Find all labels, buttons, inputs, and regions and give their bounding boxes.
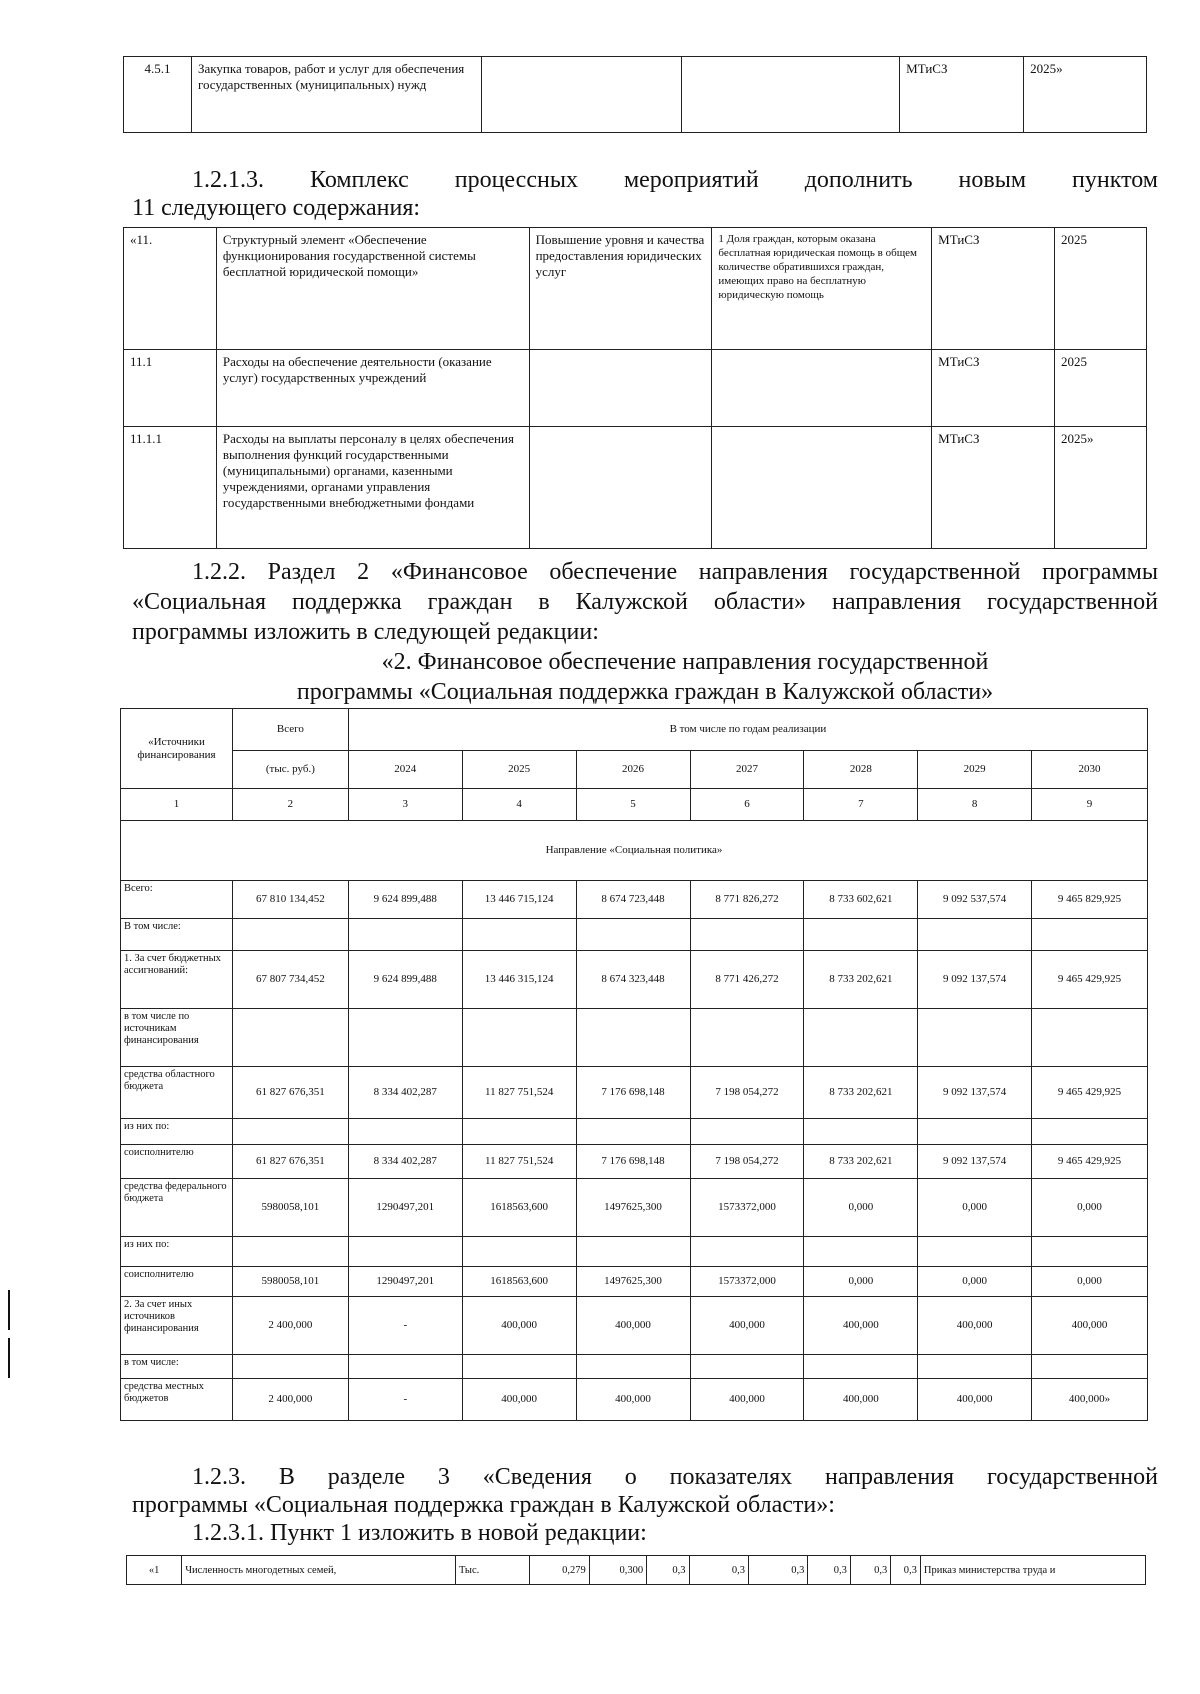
cell-total: 67 810 134,452: [232, 881, 348, 919]
financing-row: [121, 1297, 1148, 1355]
cell-year-value: [690, 1119, 804, 1145]
financing-row: [121, 1179, 1148, 1237]
cell-year-value: 9 465 829,925: [1032, 881, 1148, 919]
cell-year-value: 11 827 751,524: [462, 1145, 576, 1179]
table-indicators: [126, 1555, 1146, 1585]
paragraph-123-line1: 1.2.3. В разделе 3 «Сведения о показателях направления государственной: [192, 1464, 1158, 1490]
col-number: 8: [918, 789, 1032, 821]
cell-task: [529, 427, 712, 549]
cell-year-value: [462, 1009, 576, 1067]
cell-year-value: 8 733 202,621: [804, 951, 918, 1009]
cell-year-value: 1618563,600: [462, 1267, 576, 1297]
cell-year-value: [690, 1009, 804, 1067]
cell-year-value: 8 733 202,621: [804, 1145, 918, 1179]
cell-total: 61 827 676,351: [232, 1145, 348, 1179]
cell-year-value: 400,000: [576, 1379, 690, 1421]
cell-year-value: [918, 919, 1032, 951]
paragraph-1213-line2: 11 следующего содержания:: [132, 195, 421, 221]
row-label: в том числе:: [121, 1355, 233, 1379]
cell-value: 0,3: [689, 1556, 748, 1585]
row-label: в том числе по источникам финансирования: [121, 1009, 233, 1067]
cell-task: Повышение уровня и качества предоставления юридических услуг: [529, 228, 712, 350]
cell-name: Структурный элемент «Обеспечение функционирования государственной системы бесплатной юридической помощи»: [216, 228, 529, 350]
cell-total: 61 827 676,351: [232, 1067, 348, 1119]
section-title-line2: программы «Социальная поддержка граждан в Калужской области»: [296, 679, 994, 705]
paragraph-123-line3: 1.2.3.1. Пункт 1 изложить в новой редакции:: [192, 1520, 647, 1546]
cell-year-value: [1032, 1119, 1148, 1145]
row-label: средства областного бюджета: [121, 1067, 233, 1119]
cell-year-value: [804, 919, 918, 951]
cell-year-value: [804, 1119, 918, 1145]
cell-year-value: [576, 1119, 690, 1145]
cell-year-value: 9 092 537,574: [918, 881, 1032, 919]
row-label: соисполнителю: [121, 1145, 233, 1179]
cell-year-value: [462, 1119, 576, 1145]
cell-total: 5980058,101: [232, 1267, 348, 1297]
financing-row: [121, 919, 1148, 951]
cell-year-value: 400,000: [690, 1379, 804, 1421]
row-label: 1. За счет бюджетных ассигнований:: [121, 951, 233, 1009]
header-row: [121, 751, 1148, 789]
cell-year: 2025»: [1055, 427, 1147, 549]
cell-year-value: -: [348, 1297, 462, 1355]
cell-resp: МТиСЗ: [932, 427, 1055, 549]
paragraph-122-line3: программы изложить в следующей редакции:: [132, 619, 599, 645]
table-row: [124, 350, 1147, 427]
paragraph-123-line2: программы «Социальная поддержка граждан в Калужской области»:: [132, 1492, 835, 1518]
cell-indicator: [712, 350, 932, 427]
cell-value: 0,3: [748, 1556, 807, 1585]
row-label: 2. За счет иных источников финансирования: [121, 1297, 233, 1355]
header-year: 2029: [918, 751, 1032, 789]
cell-year-value: [576, 1355, 690, 1379]
cell-year-value: 9 092 137,574: [918, 1145, 1032, 1179]
header-year: 2030: [1032, 751, 1148, 789]
financing-row: [121, 1145, 1148, 1179]
cell-year-value: 400,000: [690, 1297, 804, 1355]
cell-empty: [682, 57, 900, 133]
cell-year-value: [348, 1009, 462, 1067]
cell-year-value: 0,000: [918, 1267, 1032, 1297]
cell-year-value: [690, 919, 804, 951]
row-label: В том числе:: [121, 919, 233, 951]
cell-year-value: 8 771 826,272: [690, 881, 804, 919]
table-financing: [120, 708, 1148, 1421]
margin-mark: [8, 1290, 10, 1330]
cell-year-value: [690, 1355, 804, 1379]
paragraph-122-line2: «Социальная поддержка граждан в Калужской области» направления государственной: [132, 589, 1158, 615]
cell-year-value: [576, 919, 690, 951]
table-procurement: [123, 56, 1147, 133]
cell-year-value: 9 092 137,574: [918, 951, 1032, 1009]
cell-year-value: [348, 919, 462, 951]
financing-row: [121, 1267, 1148, 1297]
cell-total: 2 400,000: [232, 1297, 348, 1355]
cell-year-value: 400,000: [1032, 1297, 1148, 1355]
cell-year-value: 400,000: [918, 1379, 1032, 1421]
cell-year-value: [804, 1355, 918, 1379]
table-legal-aid: [123, 227, 1147, 549]
cell-year-value: 7 198 054,272: [690, 1145, 804, 1179]
section-title-line1: «2. Финансовое обеспечение направления государственной: [381, 649, 989, 675]
cell-year-value: [576, 1009, 690, 1067]
cell-value: 0,3: [850, 1556, 890, 1585]
table-row: [124, 57, 1147, 133]
cell-value: 0,279: [530, 1556, 589, 1585]
col-number: 9: [1032, 789, 1148, 821]
cell-total: [232, 1119, 348, 1145]
cell-year-value: 1618563,600: [462, 1179, 576, 1237]
cell-year-value: [918, 1237, 1032, 1267]
cell-resp: МТиСЗ: [932, 228, 1055, 350]
cell-total: 2 400,000: [232, 1379, 348, 1421]
col-number: 4: [462, 789, 576, 821]
cell-year-value: [1032, 1237, 1148, 1267]
paragraph-122-line1: 1.2.2. Раздел 2 «Финансовое обеспечение направления государственной программы: [192, 559, 1158, 585]
header-row: [121, 709, 1148, 751]
cell-year: 2025»: [1024, 57, 1147, 133]
header-year: 2026: [576, 751, 690, 789]
table-row: [124, 228, 1147, 350]
cell-value: 0,300: [589, 1556, 646, 1585]
header-year: 2024: [348, 751, 462, 789]
financing-row: [121, 1237, 1148, 1267]
cell-year-value: [1032, 1009, 1148, 1067]
cell-year-value: 8 674 323,448: [576, 951, 690, 1009]
paragraph-1213-line1: 1.2.1.3. Комплекс процессных мероприятий дополнить новым пунктом: [192, 167, 1158, 193]
cell-year-value: 1290497,201: [348, 1267, 462, 1297]
section-row: [121, 821, 1148, 881]
cell-year-value: 1573372,000: [690, 1179, 804, 1237]
cell-year-value: 1497625,300: [576, 1267, 690, 1297]
cell-year-value: [1032, 1355, 1148, 1379]
cell-year-value: 1290497,201: [348, 1179, 462, 1237]
cell-year-value: 8 334 402,287: [348, 1067, 462, 1119]
cell-unit: Тыс.: [456, 1556, 530, 1585]
cell-year-value: [918, 1355, 1032, 1379]
cell-year-value: 8 771 426,272: [690, 951, 804, 1009]
cell-year-value: 0,000: [804, 1179, 918, 1237]
cell-year-value: 400,000: [462, 1297, 576, 1355]
table-row: [124, 427, 1147, 549]
cell-year-value: 1497625,300: [576, 1179, 690, 1237]
cell-num: 11.1: [124, 350, 217, 427]
cell-year-value: -: [348, 1379, 462, 1421]
cell-year-value: [462, 919, 576, 951]
header-year: 2028: [804, 751, 918, 789]
financing-row: [121, 1067, 1148, 1119]
cell-year-value: [462, 1237, 576, 1267]
cell-year-value: 1573372,000: [690, 1267, 804, 1297]
col-number: 2: [232, 789, 348, 821]
header-source: «Источники финансирования: [121, 709, 233, 789]
cell-year-value: 9 465 429,925: [1032, 951, 1148, 1009]
cell-value: 0,3: [891, 1556, 921, 1585]
cell-year-value: [804, 1237, 918, 1267]
cell-year-value: [690, 1237, 804, 1267]
row-label: из них по:: [121, 1237, 233, 1267]
cell-year-value: [462, 1355, 576, 1379]
cell-year-value: [1032, 919, 1148, 951]
cell-year-value: 7 176 698,148: [576, 1145, 690, 1179]
cell-task: [529, 350, 712, 427]
cell-empty: [481, 57, 682, 133]
cell-indicator: [712, 427, 932, 549]
row-label: средства местных бюджетов: [121, 1379, 233, 1421]
cell-year: 2025: [1055, 350, 1147, 427]
cell-name: Закупка товаров, работ и услуг для обеспечения государственных (муниципальных) нужд: [191, 57, 481, 133]
cell-year-value: 400,000: [918, 1297, 1032, 1355]
cell-year-value: [918, 1009, 1032, 1067]
cell-year-value: [348, 1355, 462, 1379]
cell-year: 2025: [1055, 228, 1147, 350]
cell-year-value: 8 674 723,448: [576, 881, 690, 919]
col-number-row: [121, 789, 1148, 821]
cell-year-value: 400,000: [804, 1297, 918, 1355]
financing-row: [121, 951, 1148, 1009]
header-year: 2025: [462, 751, 576, 789]
header-total: Всего: [232, 709, 348, 751]
section-heading: Направление «Социальная политика»: [121, 821, 1148, 881]
cell-total: [232, 1009, 348, 1067]
cell-year-value: [348, 1237, 462, 1267]
cell-year-value: [804, 1009, 918, 1067]
cell-year-value: 9 465 429,925: [1032, 1067, 1148, 1119]
financing-row: [121, 1009, 1148, 1067]
cell-year-value: 13 446 715,124: [462, 881, 576, 919]
cell-num: «1: [127, 1556, 182, 1585]
cell-year-value: 8 334 402,287: [348, 1145, 462, 1179]
col-number: 3: [348, 789, 462, 821]
table-row: [127, 1556, 1146, 1585]
cell-total: 67 807 734,452: [232, 951, 348, 1009]
header-year: 2027: [690, 751, 804, 789]
cell-num: 11.1.1: [124, 427, 217, 549]
cell-year-value: 9 624 899,488: [348, 951, 462, 1009]
cell-basis: Приказ министерства труда и: [920, 1556, 1145, 1585]
financing-row: [121, 1119, 1148, 1145]
financing-row: [121, 1355, 1148, 1379]
header-by-years: В том числе по годам реализации: [348, 709, 1147, 751]
cell-total: [232, 1237, 348, 1267]
financing-row: [121, 881, 1148, 919]
cell-name: Расходы на выплаты персоналу в целях обеспечения выполнения функций государственными (муниципальными) органами, казенными учреждениями, органами управления государственными внебюджетными фондами: [216, 427, 529, 549]
cell-value: 0,3: [808, 1556, 850, 1585]
cell-year-value: [918, 1119, 1032, 1145]
cell-year-value: 9 465 429,925: [1032, 1145, 1148, 1179]
cell-year-value: 400,000: [804, 1379, 918, 1421]
col-number: 1: [121, 789, 233, 821]
cell-resp: МТиСЗ: [932, 350, 1055, 427]
row-label: соисполнителю: [121, 1267, 233, 1297]
col-number: 5: [576, 789, 690, 821]
cell-year-value: 400,000»: [1032, 1379, 1148, 1421]
cell-year-value: 0,000: [804, 1267, 918, 1297]
margin-mark: [8, 1338, 10, 1378]
cell-value: 0,3: [647, 1556, 689, 1585]
cell-indicator: 1 Доля граждан, которым оказана бесплатная юридическая помощь в общем количестве обратившихся граждан, имеющих право на бесплатную юридическую помощь: [712, 228, 932, 350]
cell-num: «11.: [124, 228, 217, 350]
cell-year-value: 7 176 698,148: [576, 1067, 690, 1119]
cell-total: [232, 919, 348, 951]
cell-year-value: 0,000: [1032, 1179, 1148, 1237]
cell-year-value: 400,000: [576, 1297, 690, 1355]
financing-body: [121, 881, 1148, 1421]
cell-year-value: [348, 1119, 462, 1145]
col-number: 7: [804, 789, 918, 821]
cell-year-value: 9 624 899,488: [348, 881, 462, 919]
cell-total: [232, 1355, 348, 1379]
cell-resp: МТиСЗ: [900, 57, 1024, 133]
cell-year-value: 400,000: [462, 1379, 576, 1421]
cell-name: Расходы на обеспечение деятельности (оказание услуг) государственных учреждений: [216, 350, 529, 427]
header-total-unit: (тыс. руб.): [232, 751, 348, 789]
cell-num: 4.5.1: [124, 57, 192, 133]
cell-year-value: 13 446 315,124: [462, 951, 576, 1009]
cell-year-value: 9 092 137,574: [918, 1067, 1032, 1119]
cell-total: 5980058,101: [232, 1179, 348, 1237]
cell-year-value: 8 733 202,621: [804, 1067, 918, 1119]
row-label: из них по:: [121, 1119, 233, 1145]
cell-year-value: 8 733 602,621: [804, 881, 918, 919]
cell-year-value: [576, 1237, 690, 1267]
cell-year-value: 0,000: [918, 1179, 1032, 1237]
cell-year-value: 7 198 054,272: [690, 1067, 804, 1119]
cell-name: Численность многодетных семей,: [182, 1556, 456, 1585]
row-label: Всего:: [121, 881, 233, 919]
cell-year-value: 0,000: [1032, 1267, 1148, 1297]
cell-year-value: 11 827 751,524: [462, 1067, 576, 1119]
col-number: 6: [690, 789, 804, 821]
row-label: средства федерального бюджета: [121, 1179, 233, 1237]
financing-row: [121, 1379, 1148, 1421]
